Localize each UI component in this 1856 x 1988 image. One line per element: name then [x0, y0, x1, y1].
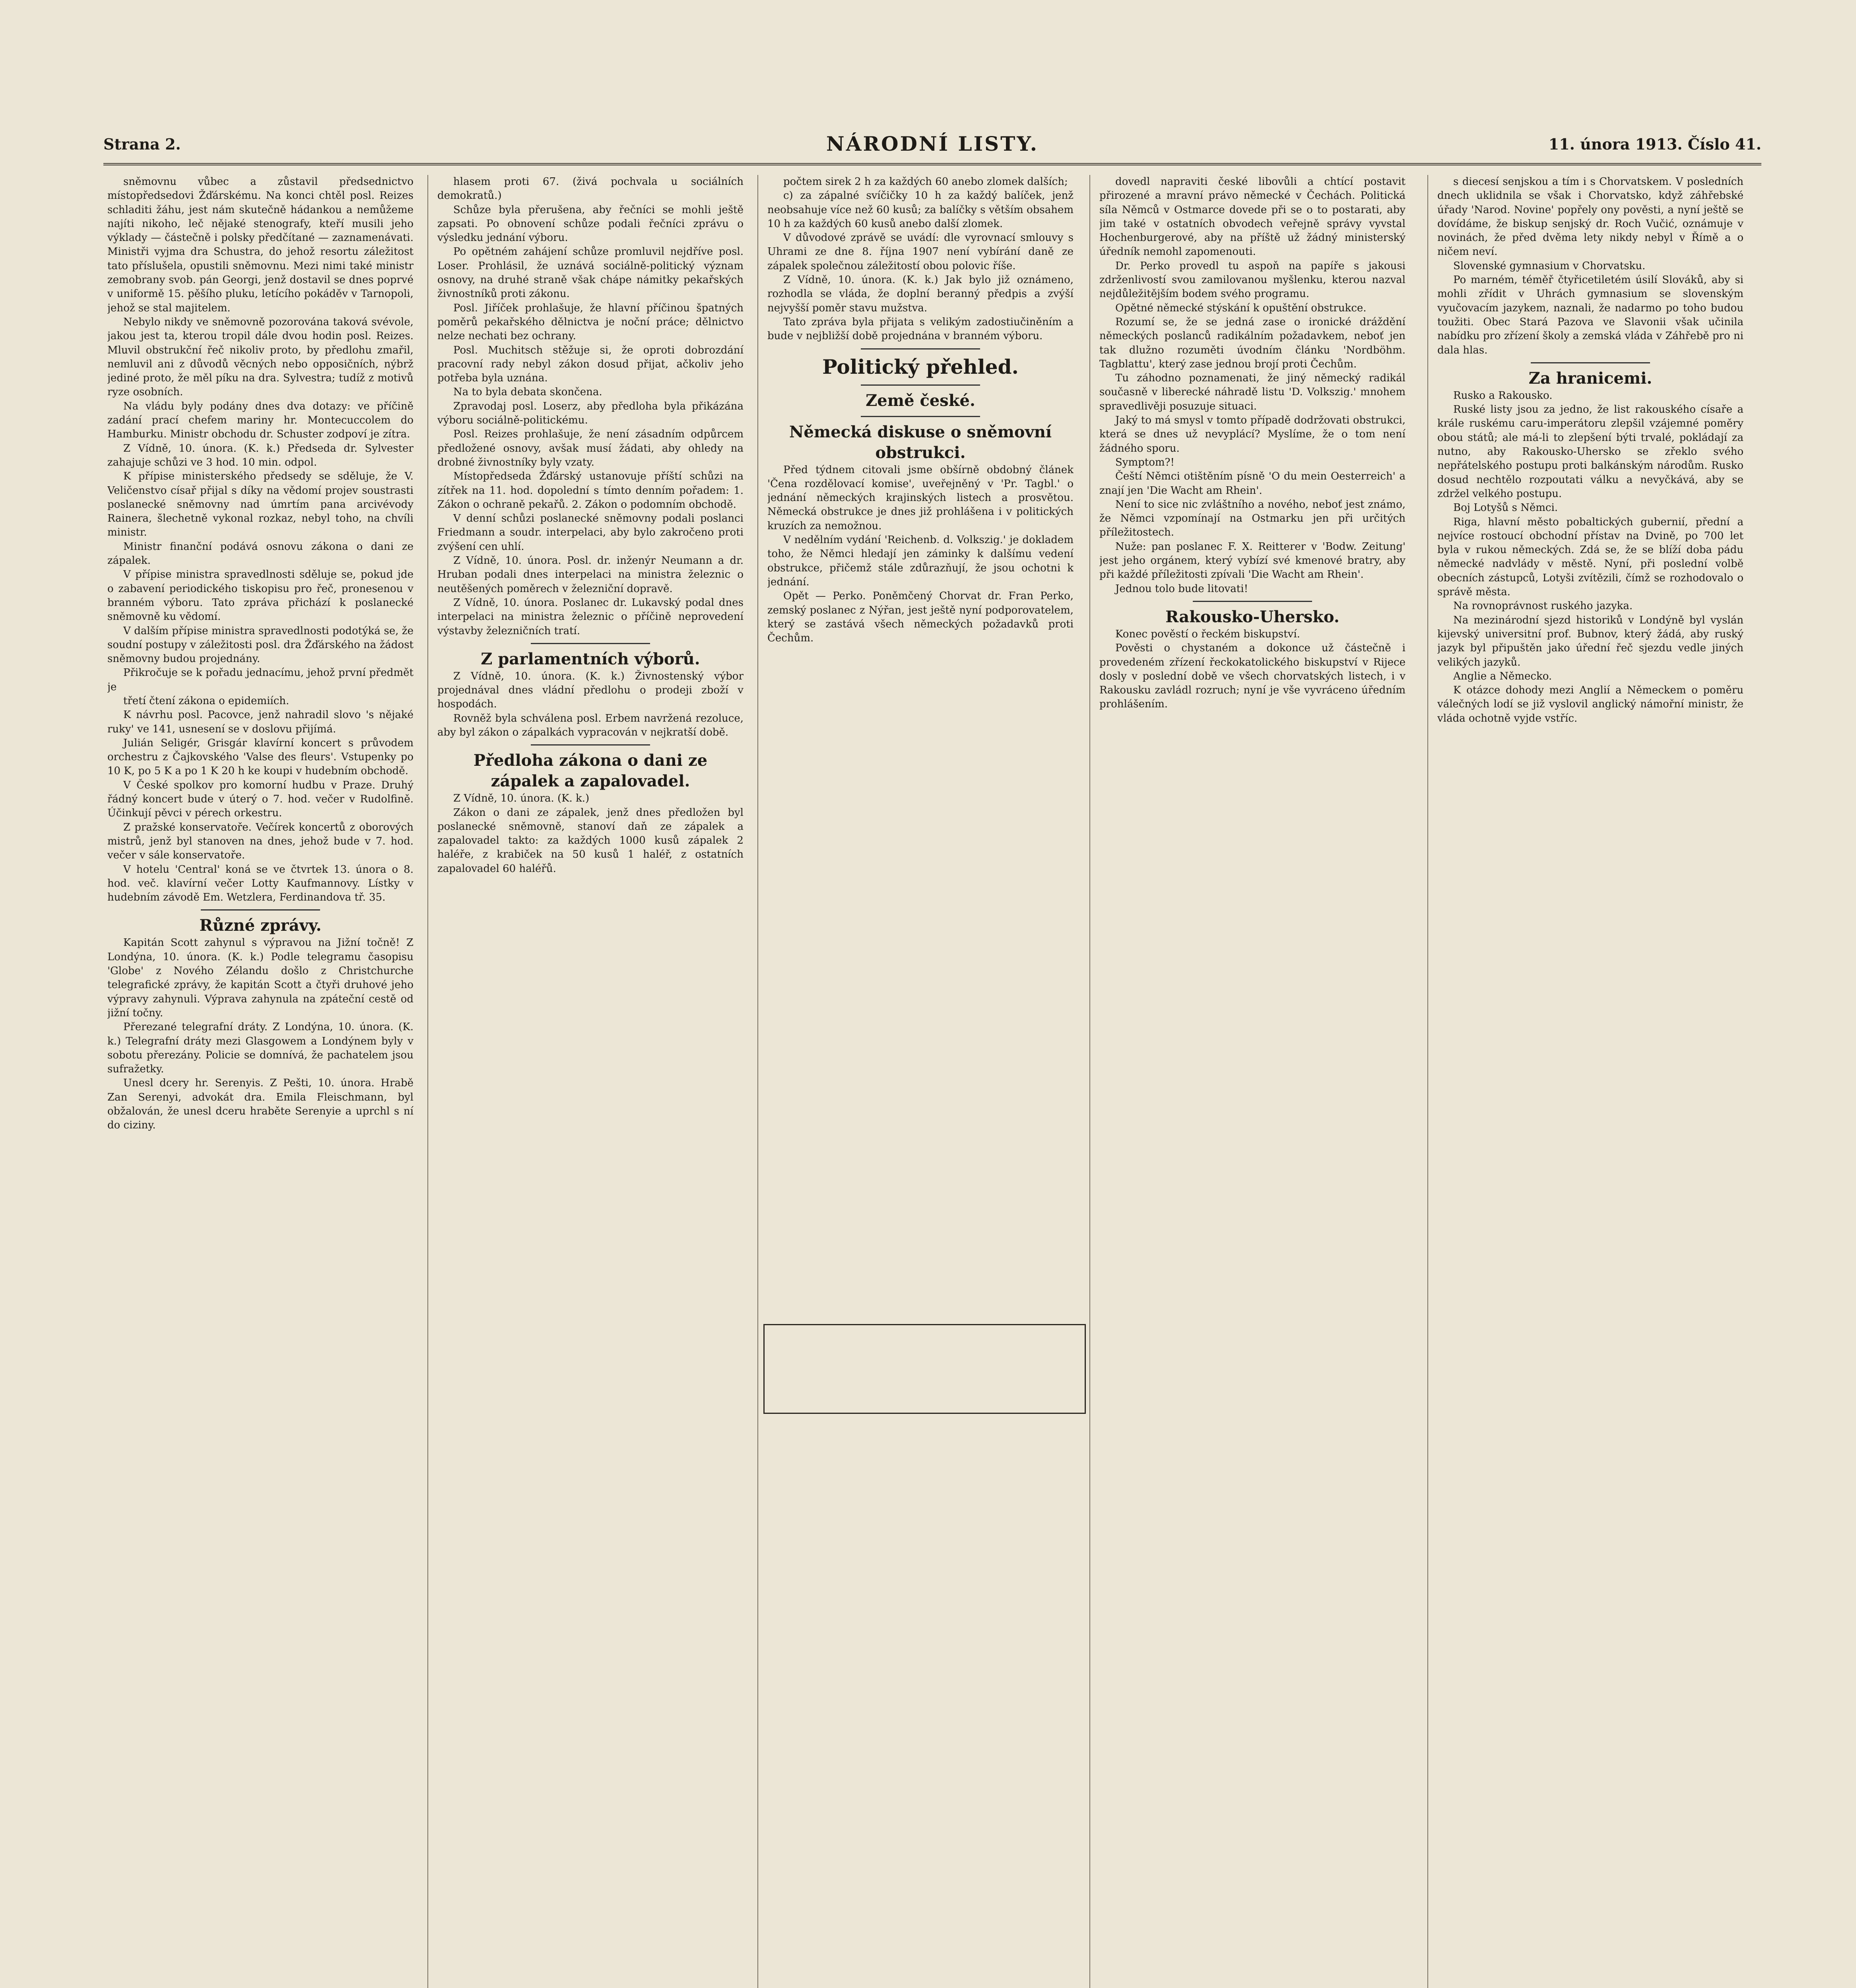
article-paragraph: Posl. Jiříček prohlašuje, že hlavní příčinou špatných poměrů pekařského dělnictva je noční práce; dělnictvo nelze nechati bez ochrany. — [437, 302, 744, 342]
article-paragraph: Schůze byla přerušena, aby řečníci se mohli ještě zapsati. Po obnovení schůze podali řečníci zprávu o výsledku jednání výboru. — [437, 204, 744, 244]
article-paragraph: K přípise ministerského předsedy se sděluje, že V. Veličenstvo císař přijal s díky na vědomí projev soustrasti poslanecké sněmovny nad úmrtím pana arcivévody Rainera, šlechetně vykonal rozkaz, nebyl toho, na chvíli ministr. — [107, 470, 414, 539]
article-paragraph: Na rovnoprávnost ruského jazyka. — [1453, 600, 1633, 612]
article-paragraph: Přerezané telegrafní dráty. Z Londýna, 10. února. (K. k.) Telegrafní dráty mezi Glasgowem a Londýnem byly v sobotu přerezány. Policie se domnívá, že pachatelem jsou sufražetky. — [107, 1021, 414, 1076]
masthead-title: NÁRODNÍ LISTY. — [826, 132, 1039, 155]
article-paragraph: Z Vídně, 10. února. (K. k.) — [453, 792, 590, 805]
article-paragraph: Tu záhodno poznamenati, že jiný německý radikál současně v liberecké náhradě listu 'D. Volkszig.' mnohem spravedlivěji posuzuje situaci. — [1099, 372, 1406, 412]
section-divider — [861, 348, 980, 349]
article-paragraph: Symptom?! — [1115, 456, 1175, 468]
issue-date: 11. února 1913. Číslo 41. — [1548, 135, 1761, 153]
article-paragraph: Po opětném zahájení schůze promluvil nejdříve posl. Loser. Prohlásil, že uznává sociálně-politický význam osnovy, na druhé straně však chápe námitky pekařských živnostníků proti zákonu. — [437, 246, 744, 300]
article-paragraph: Před týdnem citovali jsme obšírně obdobný článek 'Čena rozdělovací komise', uveřejněný v 'Pr. Tagbl.' o jednání německých krajinských listech a prosvětou. Německá obstrukce je dnes již prohlášena i v politických kruzích za nemožnou. — [767, 464, 1074, 532]
article-paragraph: Přikročuje se k pořadu jednacímu, jehož první předmět je — [107, 667, 414, 693]
article-paragraph: Místopředseda Žďárský ustanovuje příští schůzi na zítřek na 11. hod. dopolední s tímto denním pořadem: 1. Zákon o ochraně pekařů. 2. Zákon o podomním obchodě. — [437, 470, 744, 511]
article-paragraph: Rusko a Rakousko. — [1453, 389, 1553, 402]
section-heading: Předloha zákona o dani ze zápalek a zapalovadel. — [473, 751, 708, 791]
section-heading: Za hranicemi. — [1528, 369, 1652, 388]
article-paragraph: V denní schůzi poslanecké sněmovny podali poslanci Friedmann a soudr. interpelaci, aby bylo zakročeno proti zvýšení cen uhlí. — [437, 513, 744, 553]
article-paragraph: Zpravodaj posl. Loserz, aby předloha byla přikázána výboru sociálně-politickému. — [437, 400, 744, 427]
article-paragraph: s diecesí senjskou a tím i s Chorvatskem. V posledních dnech uklidnila se však i Chorvatsko, když záhřebské úřady 'Narod. Novine' popřely ony pověsti, a nyní ještě se dovídáme, že biskup senjský dr. Roch Vučić, oznámuje v novinách, že před dvěma lety nikdy nebyl v Římě a o ničem neví. — [1437, 176, 1743, 258]
article-paragraph: Z Vídně, 10. února. Poslanec dr. Lukavský podal dnes interpelaci na ministra železnic o příčině neprovedení výstavby železničních tratí. — [437, 596, 744, 637]
article-paragraph: Nebylo nikdy ve sněmovně pozorována taková svévole, jakou jest ta, kterou tropil dále dvou hodin posl. Reizes. Mluvil obstrukční řeč nikoliv proto, by předlohu zmařil, nemluvil ani z důvodů věcných nebo opposičních, nýbrž jediné proto, že měl píku na dra. Sylvestra; tudíž z motivů ryze osobních. — [107, 316, 414, 398]
article-paragraph: Na vládu byly podány dnes dva dotazy: ve příčině zadání prací chefem mariny hr. Montecuccolem do Hamburku. Ministr obchodu dr. Schuster zodpoví je zítra. — [107, 400, 414, 441]
article-paragraph: Rozumí se, že se jedná zase o ironické dráždění německých poslanců radikálním požadavkem, neboť jen tak dlužno rozuměti úvodním článku 'Nordböhm. Tagblattu', který zase jednou brojí proti Čechům. — [1099, 316, 1406, 370]
section-heading: Z parlamentních výborů. — [481, 649, 700, 668]
article-paragraph: V hotelu 'Central' koná se ve čtvrtek 13. února o 8. hod. več. klavírní večer Lotty Kaufmannovy. Lístky v hudebním závodě Em. Wetzlera, Ferdinandova tř. 35. — [107, 863, 414, 904]
section-divider — [1193, 601, 1312, 602]
article-paragraph: Rovněž byla schválena posl. Erbem navržená rezoluce, aby byl zákon o zápalkách vypracován v nejkratší době. — [437, 712, 744, 738]
article-paragraph: Na mezinárodní sjezd historiků v Londýně byl vyslán kijevský universitní prof. Bubnov, který žádá, aby ruský jazyk byl připuštěn jako úřední řeč sjezdu vedle jiných velikých jazyků. — [1437, 614, 1743, 668]
article-paragraph: Opět — Perko. Poněmčený Chorvat dr. Fran Perko, zemský poslanec z Nýřan, jest ještě nyní podporovatelem, který se zastává všech německých požadavků proti Čechům. — [767, 590, 1074, 645]
article-paragraph: Unesl dcery hr. Serenyis. Z Pešti, 10. února. Hrabě Zan Serenyi, advokát dra. Emila Fleischmann, byl obžalován, že unesl dceru hraběte Serenyie a uprchl s ní do ciziny. — [107, 1077, 414, 1132]
section-heading: Politický přehled. — [822, 355, 1019, 379]
article-paragraph: V nedělním vydání 'Reichenb. d. Volkszig.' je dokladem toho, že Němci hledají jen záminky k dalšímu vedení obstrukce, přičemž stále zdůrazňují, že jsou ochotni k jednání. — [767, 534, 1074, 588]
article-paragraph: Pověsti o chystaném a dokonce už částečně i provedeném zřízení řeckokatolického biskupství v Rijece dosly v poslední době ve všech chorvatských listech, i v Rakousku zavládl rozruch; nyní je vše vyvráceno úředním prohlášením. — [1099, 642, 1406, 711]
section-heading: Různé zprávy. — [199, 916, 322, 935]
article-paragraph: Konec pověstí o řeckém biskupství. — [1115, 628, 1300, 640]
article-paragraph: V dalším přípise ministra spravedlnosti podotýká se, že soudní postupy v záležitosti posl. dra Žďárského na žádost sněmovny budou projednány. — [107, 625, 414, 665]
column-5 — [1437, 175, 1743, 1988]
article-paragraph: V České spolkov pro komorní hudbu v Praze. Druhý řádný koncert bude v úterý o 7. hod. večer v Rudolfině. Účinkují pěvci v pérech orkestru. — [107, 779, 414, 819]
column-3 — [767, 175, 1074, 1988]
article-paragraph: Riga, hlavní město pobaltických gubernií, přední a nejvíce rostoucí obchodní přístav na Dvině, po 700 let byla v rukou německých. Zdá se, že se blíží doba pádu německé nadvlády v městě. Nyní, při poslední volbě obecních zástupců, Lotyši zvítězili, čímž se rozhodovalo o správě města. — [1437, 516, 1743, 598]
article-paragraph: Tato zpráva byla přijata s velikým zadostiučiněním a bude v nejbližší době projednána v branném výboru. — [767, 316, 1074, 342]
article-paragraph: Jaký to má smysl v tomto případě dodržovati obstrukci, která se dnes už nevyplácí? Myslíme, že o tom není žádného sporu. — [1099, 414, 1406, 454]
article-paragraph: Posl. Muchitsch stěžuje si, že oproti dobrozdání pracovní rady nebyl zákon dosud přijat, ačkoliv jeho potřeba byla uznána. — [437, 344, 744, 384]
article-paragraph: Anglie a Německo. — [1453, 670, 1552, 682]
article-paragraph: Julián Seligér, Grisgár klavírní koncert s průvodem orchestru z Čajkovského 'Valse des fleurs'. Vstupenky po 10 K, po 5 K a po 1 K 20 h ke koupi v hudebním obchodě. — [107, 737, 414, 777]
article-paragraph: Po marném, téměř čtyřicetiletém úsilí Slováků, aby si mohli zřídit v Uhrách gymnasium se slovenským vyučovacím jazykem, naznali, že nadarmo po toho budou toužiti. Obec Stará Pazova ve Slavonii však učinila nabídku pro zřízení školy a zemská vláda v Záhřebě pro ni dala hlas. — [1437, 274, 1743, 356]
article-paragraph: Na to byla debata skončena. — [453, 386, 602, 398]
article-paragraph: počtem sirek 2 h za každých 60 anebo zlomek dalších; — [783, 176, 1068, 188]
article-paragraph: Nuže: pan poslanec F. X. Reitterer v 'Bodw. Zeitung' jest jeho orgánem, který vybízí své kmenové bratry, aby při každé příležitosti zpívali 'Die Wacht am Rhein'. — [1099, 540, 1406, 581]
column-4 — [1099, 175, 1406, 1988]
section-heading: Země české. — [866, 391, 975, 410]
column-rule — [757, 175, 758, 1988]
section-divider — [201, 909, 320, 911]
article-paragraph: Zákon o dani ze zápalek, jenž dnes předložen byl poslanecké sněmovně, stanoví daň ze zápalek a zapalovadel takto: za každých 1000 kusů zápalek 2 haléře, z krabiček na 50 kusů 1 haléř, z ostatních zapalovadel 60 haléřů. — [437, 806, 744, 875]
article-paragraph: Čeští Němci otištěním písně 'O du mein Oesterreich' a znají jen 'Die Wacht am Rhein'. — [1099, 470, 1406, 497]
article-paragraph: c) za zápalné svíčičky 10 h za každý balíček, jenž neobsahuje více než 60 kusů; za balíčky s větším obsahem 10 h za každých 60 kusů anebo další zlomek. — [767, 190, 1074, 230]
article-paragraph: Z pražské konservatoře. Večírek koncertů z oborových mistrů, jenž byl stanoven na dnes, jehož bude v 7. hod. večer v sále konservatoře. — [107, 821, 414, 862]
article-paragraph: V přípise ministra spravedlnosti sděluje se, pokud jde o zabavení periodického tiskopisu pro řeč, pronesenou v branném výboru. Tato zpráva přichází k poslanecké sněmovně ku vědomí. — [107, 569, 414, 623]
section-heading: Německá diskuse o sněmovní obstrukci. — [789, 422, 1052, 462]
article-paragraph: Ministr finanční podává osnovu zákona o dani ze zápalek. — [107, 540, 414, 567]
page-number: Strana 2. — [103, 135, 181, 153]
column-rule — [1427, 175, 1428, 1988]
article-paragraph: Není to sice nic zvláštního a nového, neboť jest známo, že Němci vzpomínají na Ostmarku jen při určitých příležitostech. — [1099, 498, 1406, 539]
article-paragraph: Ruské listy jsou za jedno, že list rakouského císaře a krále ruskému caru-imperátoru zlepšil vzájemné poměry obou států; ale má-li to zlepšení býti trvalé, pokládají za nutno, aby Rakousko-Uhersko se zřeklo svého nepřátelského postupu proti balkánským národům. Rusko dosud nechtělo rozpoutati válku a nevyčkává, aby se zdržel velkého postupu. — [1437, 404, 1743, 500]
column-1 — [107, 175, 414, 1988]
article-paragraph: Jednou tolo bude litovati! — [1115, 582, 1248, 595]
article-paragraph: K otázce dohody mezi Anglií a Německem o poměru válečných lodí se již vyslovil anglický námořní ministr, že vláda ochotně vyjde vstříc. — [1437, 684, 1743, 724]
article-paragraph: Slovenské gymnasium v Chorvatsku. — [1453, 260, 1646, 272]
column-rule — [1089, 175, 1090, 1988]
article-paragraph: sněmovnu vůbec a zůstavil předsednictvo místopředsedovi Žďárskému. Na konci chtěl posl. Reizes schladiti žáhu, jest nám skutečně hádankou a nemůžeme najíti nikoho, leč nějaké stenografy, kteří musili jeho výklady — částečně i polsky předčítané — zaznamenávati. Ministři vyjma dra Schustra, do jehož resortu záležitost tato příslušela, opustili sněmovnu. Mezi nimi také ministr zemobrany svob. pán Georgi, jenž dostavil se dnes poprvé v uniformě 15. pěšího pluku, letícího pokáděv v Tarnopoli, jehož se stal majitelem. — [107, 176, 414, 314]
article-paragraph: Opětné německé stýskání k opuštění obstrukce. — [1115, 302, 1367, 314]
column-2 — [437, 175, 744, 1988]
article-paragraph: Z Vídně, 10. února. Posl. dr. inženýr Neumann a dr. Hruban podali dnes interpelaci na ministra železnic o neutěšených poměrech v železniční dopravě. — [437, 555, 744, 595]
section-divider — [861, 384, 980, 386]
section-heading: Rakousko-Uhersko. — [1165, 607, 1340, 626]
article-paragraph: třetí čtení zákona o epidemiích. — [123, 695, 289, 707]
article-paragraph: Z Vídně, 10. února. (K. k.) Živnostenský výbor projednával dnes vládní předlohu o prodeji zboží v hospodách. — [437, 670, 744, 711]
article-paragraph: hlasem proti 67. (živá pochvala u sociálních demokratů.) — [437, 176, 744, 202]
column-rule — [427, 175, 428, 1988]
article-paragraph: dovedl napraviti české libovůli a chtící postavit přirozené a mravní právo německé v Čechách. Politická síla Němců v Ostmarce dovede při se o to postarati, aby jim také v ostatních obvodech veřejně správy vyvstal Hochenburgerové, aby na příště už žádný ministerský úředník nemohl zapomenouti. — [1099, 176, 1406, 258]
section-divider — [861, 416, 980, 417]
section-divider — [1531, 362, 1650, 363]
section-divider — [531, 744, 650, 746]
article-paragraph: Posl. Reizes prohlašuje, že není zásadním odpůrcem předložené osnovy, avšak musí žádati, aby ohledy na drobné živnostníky byly vzaty. — [437, 428, 744, 468]
article-paragraph: Kapitán Scott zahynul s výpravou na Jižní točně! Z Londýna, 10. února. (K. k.) Podle telegramu časopisu 'Globe' z Nového Zélandu došlo z Christchurche telegrafické zprávy, že kapitán Scott a čtyři druhové jeho výpravy zahynuli. Výprava zahynula na zpáteční cestě od jižní točny. — [107, 937, 414, 1019]
article-paragraph: V důvodové zprávě se uvádí: dle vyrovnací smlouvy s Uhrami ze dne 8. října 1907 není vybírání daně ze zápalek společnou záležitostí obou polovic říše. — [767, 232, 1074, 272]
article-paragraph: Z Vídně, 10. února. (K. k.) Předseda dr. Sylvester zahajuje schůzi ve 3 hod. 10 min. odpol. — [107, 442, 414, 468]
page-header — [103, 132, 1761, 165]
article-paragraph: Z Vídně, 10. února. (K. k.) Jak bylo již oznámeno, rozhodla se vláda, že doplní beranný předpis a zvýší nejvyšší poměr stavu mužstva. — [767, 274, 1074, 314]
article-paragraph: Dr. Perko provedl tu aspoň na papíře s jakousi zdrženlivostí svou zamilovanou myšlenku, kterou nazval nejdůležitějším bodem svého programu. — [1099, 260, 1406, 300]
section-divider — [531, 643, 650, 644]
article-paragraph: Boj Lotyšů s Němci. — [1453, 502, 1558, 514]
article-paragraph: K návrhu posl. Pacovce, jenž nahradil slovo 's nějaké ruky' ve 141, usnesení se v doslovu přijímá. — [107, 709, 414, 735]
